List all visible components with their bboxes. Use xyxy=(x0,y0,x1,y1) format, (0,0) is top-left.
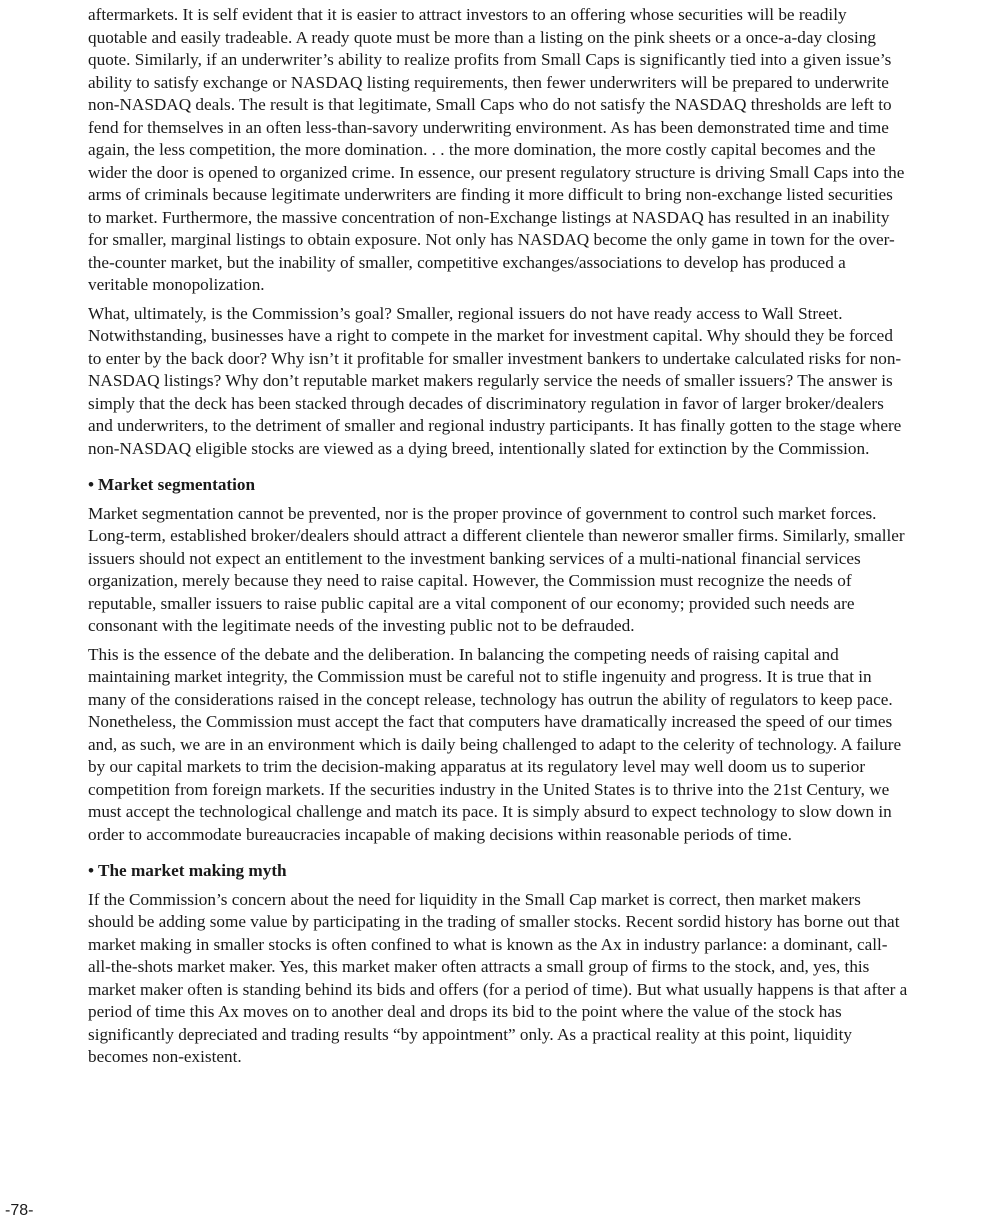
paragraph-commission-goal: What, ultimately, is the Commission’s goal? Smaller, regional issuers do not have ready access to Wall Street. Notwithstanding, businesses have a right to compete in the market for investment capital. Why should they be forced to enter by the back door? Why isn’t it profitable for smaller investment bankers to undertake calculated risks for non-NASDAQ listings? Why don’t reputable market makers regularly service the needs of smaller issuers? The answer is simply that the deck has been stacked through decades of discriminatory regulation in favor of larger broker/dealers and underwriters, to the detriment of smaller and regional industry participants. It has finally gotten to the stage where non-NASDAQ eligible stocks are viewed as a dying breed, intentionally slated for extinction by the Commission. xyxy=(88,303,902,458)
document-body xyxy=(88,4,910,1075)
bullet-icon: • xyxy=(88,861,95,880)
heading-text: Market segmentation xyxy=(98,475,256,494)
paragraph-aftermarkets: aftermarkets. It is self evident that it is easier to attract investors to an offering whose securities will be readily quotable and easily tradeable. A ready quote must be more than a listing on the pink sheets or a once-a-day closing quote. Similarly, if an underwriter’s ability to realize profits from Small Caps is significantly tied into a given issue’s ability to satisfy exchange or NASDAQ listing requirements, then fewer underwriters will be prepared to underwrite non-NASDAQ deals. The result is that legitimate, Small Caps who do not satisfy the NASDAQ thresholds are left to fend for themselves in an often less-than-savory underwriting environment. As has been demonstrated time and time again, the less competition, the more domination. . . the more domination, the more costly capital becomes and the wider the door is opened to organized crime. In essence, our present regulatory structure is driving Small Caps into the arms of criminals because legitimate underwriters are finding it more difficult to bring non-exchange listed securities to market. Furthermore, the massive concentration of non-Exchange listings at NASDAQ has resulted in an inability for smaller, marginal listings to obtain exposure. Not only has NASDAQ become the only game in town for the over-the-counter market, but the inability of smaller, competitive exchanges/associations to develop has produced a veritable monopolization. xyxy=(88,5,905,294)
paragraph-essence-of-debate: This is the essence of the debate and the deliberation. In balancing the competing needs of raising capital and maintaining market integrity, the Commission must be careful not to stifle ingenuity and progress. It is true that in many of the considerations raised in the concept release, technology has outrun the ability of regulators to keep pace. Nonetheless, the Commission must accept the fact that computers have dramatically increased the speed of our times and, as such, we are in an environment which is daily being challenged to adapt to the celerity of technology. A failure by our capital markets to trim the decision-making apparatus at its regulatory level may well doom us to superior competition from foreign markets. If the securities industry in the United States is to thrive into the 21st Century, we must accept the technological challenge and match its pace. It is simply absurd to expect technology to slow down in order to accommodate bureaucracies incapable of making decisions within reasonable periods of time. xyxy=(88,644,902,844)
bullet-icon: • xyxy=(88,475,95,494)
section-heading-market-making-myth xyxy=(88,860,910,883)
page-number: -78- xyxy=(5,1202,34,1219)
section-heading-market-segmentation xyxy=(88,474,910,497)
heading-text: The market making myth xyxy=(98,861,287,880)
paragraph-market-making-myth: If the Commission’s concern about the need for liquidity in the Small Cap market is correct, then market makers should be adding some value by participating in the trading of smaller stocks. Recent sordid history has borne out that market making in smaller stocks is often confined to what is known as the Ax in industry parlance: a dominant, call-all-the-shots market maker. Yes, this market maker often attracts a small group of firms to the stock, and, yes, this market maker often is standing behind its bids and offers (for a period of time). But what usually happens is that after a period of time this Ax moves on to another deal and drops its bid to the point where the value of the stock has significantly depreciated and trading results “by appointment” only. As a practical reality at this point, liquidity becomes non-existent. xyxy=(88,889,908,1066)
paragraph-market-segmentation: Market segmentation cannot be prevented, nor is the proper province of government to control such market forces. Long-term, established broker/dealers should attract a different clientele than neweror smaller firms. Similarly, smaller issuers should not expect an entitlement to the investment banking services of a multi-national financial services organization, merely because they need to raise capital. However, the Commission must recognize the needs of reputable, smaller issuers to raise public capital are a vital component of our economy; provided such needs are consonant with the legitimate needs of the investing public not to be defrauded. xyxy=(88,503,905,635)
